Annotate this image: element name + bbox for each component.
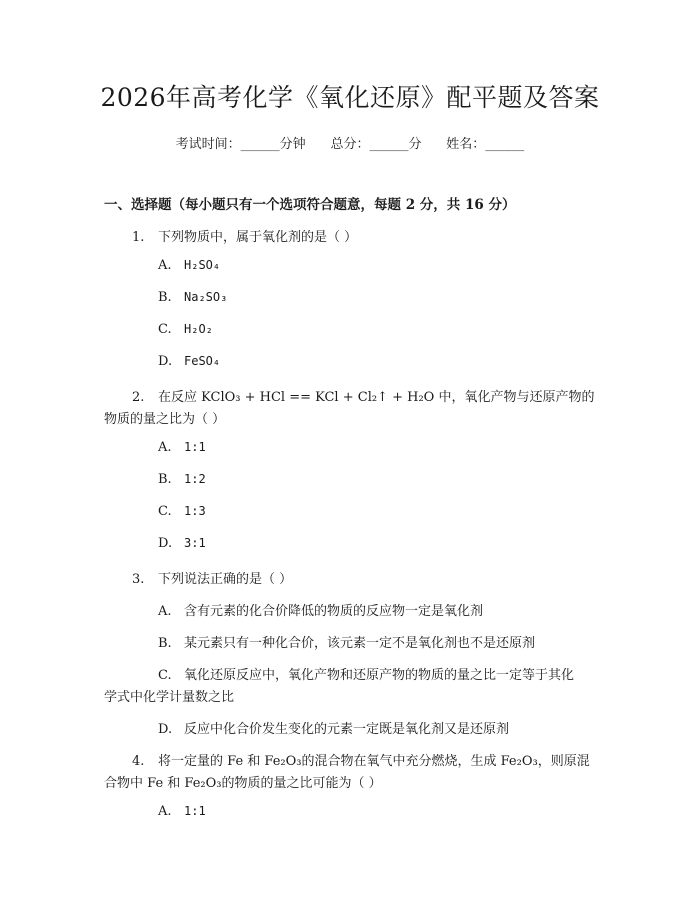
option-letter: C. — [158, 668, 172, 683]
option-text: 1:3 — [184, 504, 206, 518]
question-3-option-c-cont: 学式中化学计量数之比 — [104, 690, 235, 705]
option-text: Na₂SO₃ — [184, 290, 228, 304]
option-letter: C. — [158, 322, 172, 337]
option-letter: A. — [158, 258, 172, 273]
question-number: 1. — [132, 230, 145, 245]
question-2-stem — [132, 386, 594, 405]
option-text: 1:1 — [184, 804, 206, 818]
question-text: 在反应 KClO₃ + HCl == KCl + Cl₂↑ + H₂O 中，氧化产物与还原产物的 — [158, 390, 595, 405]
question-3-stem — [132, 568, 292, 587]
option-text: 1:1 — [184, 440, 206, 454]
question-3-option-b — [158, 632, 535, 651]
question-4-option-a — [158, 804, 206, 819]
question-2-option-a — [158, 440, 206, 455]
exam-meta — [0, 133, 700, 152]
option-letter: B. — [158, 472, 172, 487]
option-letter: D. — [158, 536, 173, 551]
option-text: 含有元素的化合价降低的物质的反应物一定是氧化剂 — [184, 604, 484, 619]
question-number: 4. — [132, 754, 145, 769]
question-3-option-d — [158, 718, 509, 737]
question-1-option-d — [158, 354, 220, 369]
question-1-option-a — [158, 258, 220, 273]
name-field: 姓名：______ — [446, 137, 525, 152]
option-letter: D. — [158, 722, 173, 737]
question-4-stem — [132, 750, 590, 769]
question-number: 2. — [132, 390, 145, 405]
option-letter: B. — [158, 290, 172, 305]
score-field: 总分：______分 — [330, 137, 422, 152]
option-text: H₂O₂ — [184, 322, 213, 336]
option-text: H₂SO₄ — [184, 258, 221, 272]
time-field: 考试时间：______分钟 — [175, 137, 306, 152]
option-text: 氧化还原反应中，氧化产物和还原产物的物质的量之比一定等于其化 — [184, 668, 575, 683]
option-text: 3:1 — [184, 536, 206, 550]
question-4-stem-cont: 合物中 Fe 和 Fe₂O₃的物质的量之比可能为（ ） — [104, 776, 382, 791]
option-text: 1:2 — [184, 472, 206, 486]
option-letter: D. — [158, 354, 173, 369]
question-1-stem — [132, 226, 357, 245]
option-text: FeSO₄ — [184, 354, 221, 368]
question-text: 下列物质中，属于氧化剂的是（ ） — [158, 230, 358, 245]
question-2-stem-cont: 物质的量之比为（ ） — [104, 412, 226, 427]
question-2-option-d — [158, 536, 206, 551]
option-letter: B. — [158, 636, 172, 651]
question-1-option-c — [158, 322, 213, 337]
option-letter: A. — [158, 604, 172, 619]
question-text: 下列说法正确的是（ ） — [158, 572, 293, 587]
question-3-option-a — [158, 600, 483, 619]
question-2-option-b — [158, 472, 206, 487]
option-text: 某元素只有一种化合价，该元素一定不是氧化剂也不是还原剂 — [184, 636, 536, 651]
question-2-option-c — [158, 504, 206, 519]
question-1-option-b — [158, 290, 227, 305]
question-number: 3. — [132, 572, 145, 587]
section-heading: 一、选择题（每小题只有一个选项符合题意，每题 2 分，共 16 分） — [104, 197, 516, 213]
page-title: 2026年高考化学《氧化还原》配平题及答案 — [100, 83, 600, 112]
option-letter: C. — [158, 504, 172, 519]
option-letter: A. — [158, 804, 172, 819]
question-3-option-c — [158, 664, 574, 683]
option-letter: A. — [158, 440, 172, 455]
question-text: 将一定量的 Fe 和 Fe₂O₃的混合物在氧气中充分燃烧，生成 Fe₂O₃，则原混 — [158, 754, 590, 769]
option-text: 反应中化合价发生变化的元素一定既是氧化剂又是还原剂 — [184, 722, 510, 737]
